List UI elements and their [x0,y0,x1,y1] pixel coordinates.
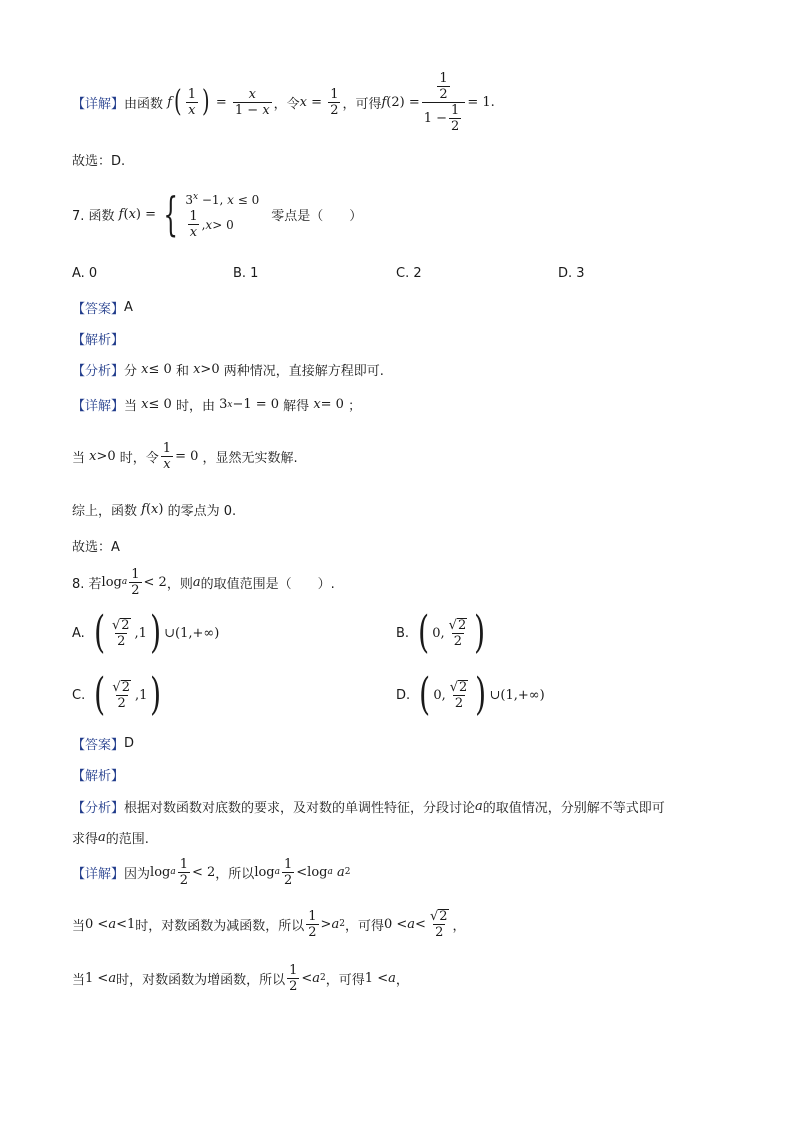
q7-answer: 【答案】 A [72,300,133,317]
q8-analyze-2: 求得 a 的范围. [72,830,149,847]
q8-option-c[interactable]: C. ( √ 2 2 ,1 ) [72,669,162,720]
q7-detail: 【详解】 当 x ≤ 0 时，由 3 x −1 = 0 解得 x = 0 ； [72,397,362,414]
q7-option-a[interactable]: A. 0 [72,266,98,281]
q7-summary: 综上，函数 f ( x ) 的零点为 0. [72,502,237,519]
q6-detail-line: 【详解】 由函数 f ( $\frac{1}{x}$ ) = $\frac{x}{1 - x}$ ，令 x = $\frac{1}{2}$ ，可得 f (2) = $\frac{1}{2}$ 1 − $\frac{1}{2}$ = 1. [72,70,495,134]
q7-analyze: 【分析】 分 x ≤ 0 和 x >0 两种情况，直接解方程即可. [72,362,384,379]
q8-option-b[interactable]: B. ( 0, √ 2 2 ) [396,607,486,658]
q7-analysis-label: 【解析】 [72,333,125,348]
q8-case1: 当 0 < a <1 时，对数函数为减函数，所以 $\frac{1}{2}$ > a 2 ，可得 0 < a < √ 2 2 ， [72,908,466,940]
q7-choose: 故选：A [72,540,120,555]
q7-option-b[interactable]: B. 1 [233,266,259,281]
q6-choose: 故选：D. [72,154,126,169]
q8-stem: 8. 若 log a $\frac{1}{2}$ < 2 ，则 a 的取值范围是（ ）. [72,566,335,598]
q8-option-a[interactable]: A. ( √ 2 2 ,1 ) ∪(1,+∞) [72,607,220,658]
q7-option-c[interactable]: C. 2 [396,266,422,281]
q8-analysis-label: 【解析】 [72,769,125,784]
q8-detail: 【详解】 因为 log a $\frac{1}{2}$ < 2 ，所以 log a $\frac{1}{2}$ <log a a 2 [72,856,351,888]
q8-option-d[interactable]: D. ( 0, √ 2 2 ) ∪(1,+∞) [396,669,545,720]
detail-label: 【详解】 [72,96,125,112]
q7-option-d[interactable]: D. 3 [558,266,585,281]
q7-line2: 当 x >0 时，令 $\frac{1}{x}$ = 0 ，显然无实数解. [72,440,298,472]
q8-answer: 【答案】 D [72,736,135,753]
q8-case2: 当 1 < a 时，对数函数为增函数，所以 $\frac{1}{2}$ < a 2 ，可得 1 < a ， [72,962,409,994]
q7-stem: 7. 函数 f ( x ) = { $3^x -1$, x ≤ 0 $\frac{1}{x}$ , x > 0 零点是（ ） [72,187,363,241]
q8-analyze-1: 【分析】 根据对数函数对底数的要求，及对数的单调性特征，分段讨论 a 的取值情况，分别解不等式即可 [72,799,665,816]
